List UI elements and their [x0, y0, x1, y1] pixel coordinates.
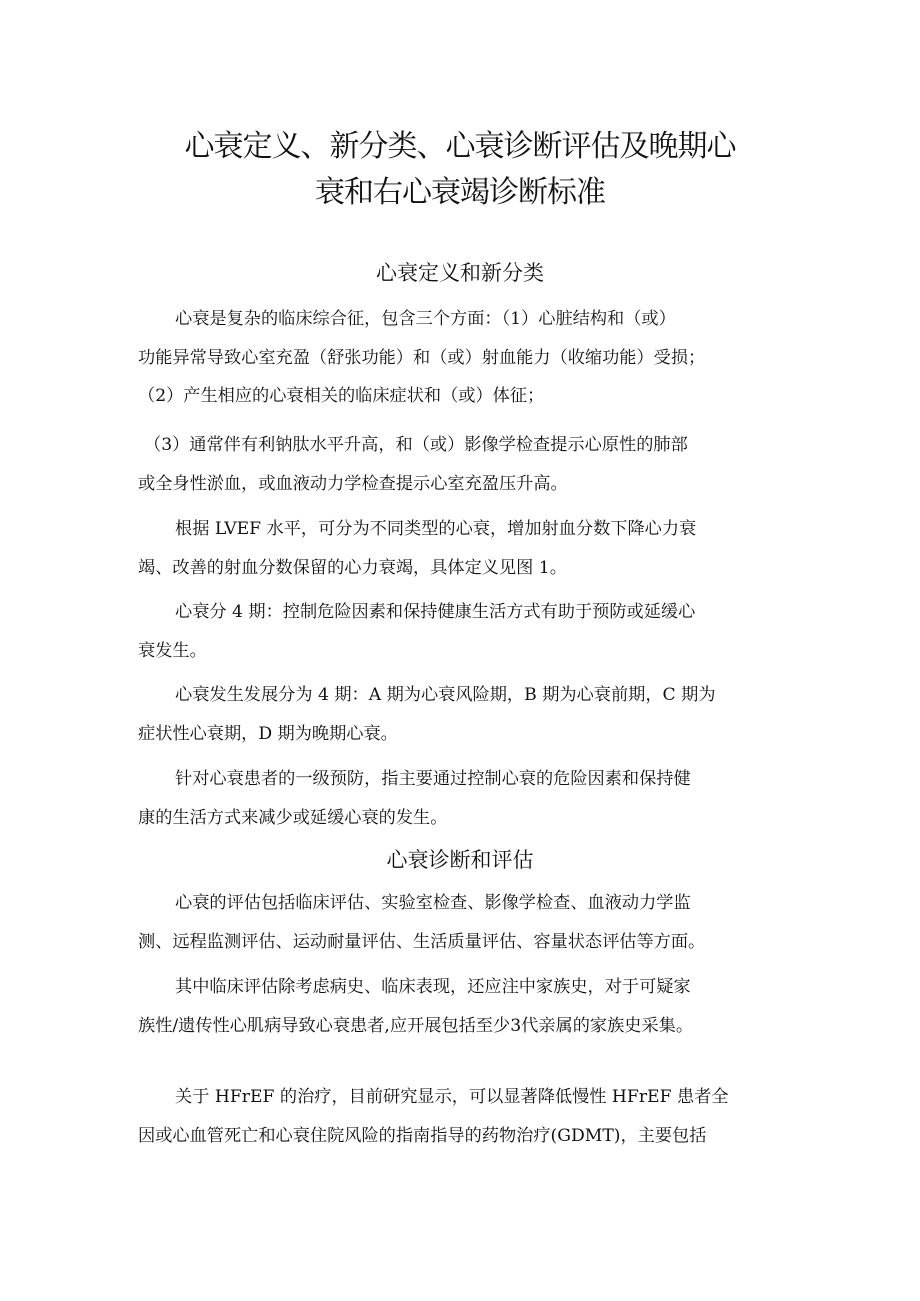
text-line: 因或心血管死亡和心衰住院风险的指南指导的药物治疗(GDMT)，主要包括 — [138, 1125, 707, 1146]
document-title-line-2: 衰和右心衰竭诊断标准 — [315, 175, 605, 210]
text-line: 根据 LVEF 水平，可分为不同类型的心衰，增加射血分数下降心力衰 — [175, 519, 697, 539]
paragraph-definition-2 — [138, 377, 788, 416]
text-line: 心衰的评估包括临床评估、实验室检查、影像学检查、血液动力学监 — [175, 893, 691, 913]
text-line: 心衰发生发展分为 4 期：A 期为心衰风险期，B 期为心衰前期，C 期为 — [175, 685, 716, 705]
text-line: 或全身性淤血，或血液动力学检查提示心室充盈压升高。 — [138, 473, 568, 494]
text-line: 族性/遗传性心肌病导致心衰患者,应开展包括至少3代亲属的家族史采集。 — [138, 1015, 694, 1036]
paragraph-family-history — [138, 968, 788, 1045]
paragraph-lvef-classification — [138, 510, 788, 587]
paragraph-hfref-treatment — [138, 1078, 788, 1155]
text-line: 衰发生。 — [138, 640, 207, 661]
text-line: 其中临床评估除考虑病史、临床表现，还应注中家族史，对于可疑家 — [175, 977, 691, 997]
section-heading-diagnosis: 心衰诊断和评估 — [386, 848, 534, 872]
paragraph-primary-prevention — [138, 760, 788, 837]
text-line: （3）通常伴有利钠肽水平升高，和（或）影像学检查提示心原性的肺部 — [144, 435, 688, 455]
text-line: （2）产生相应的心衰相关的临床症状和（或）体征； — [138, 386, 545, 406]
paragraph-definition-1 — [138, 300, 788, 377]
paragraph-stages-prevention — [138, 593, 788, 670]
section-heading-definition: 心衰定义和新分类 — [376, 261, 544, 285]
paragraph-evaluation-scope — [138, 884, 788, 961]
document-title — [140, 124, 780, 216]
text-line: 心衰是复杂的临床综合征，包含三个方面：（1）心脏结构和（或） — [175, 309, 676, 329]
text-line: 竭、改善的射血分数保留的心力衰竭，具体定义见图 1。 — [138, 557, 567, 578]
text-line: 心衰分 4 期：控制危险因素和保持健康生活方式有助于预防或延缓心 — [175, 602, 696, 622]
text-line: 测、远程监测评估、运动耐量评估、生活质量评估、容量状态评估等方面。 — [138, 931, 706, 952]
text-line: 康的生活方式来减少或延缓心衰的发生。 — [138, 807, 448, 828]
text-line: 关于 HFrEF 的治疗，目前研究显示，可以显著降低慢性 HFrEF 患者全 — [175, 1087, 729, 1107]
text-line: 针对心衰患者的一级预防，指主要通过控制心衰的危险因素和保持健 — [175, 769, 691, 789]
text-line: 功能异常导致心室充盈（舒张功能）和（或）射血能力（收缩功能）受损； — [138, 347, 706, 368]
paragraph-stages-abcd — [138, 676, 788, 753]
text-line: 症状性心衰期，D 期为晚期心衰。 — [138, 723, 398, 744]
paragraph-definition-3 — [138, 426, 788, 503]
document-title-line-1: 心衰定义、新分类、心衰诊断评估及晚期心 — [184, 129, 736, 164]
